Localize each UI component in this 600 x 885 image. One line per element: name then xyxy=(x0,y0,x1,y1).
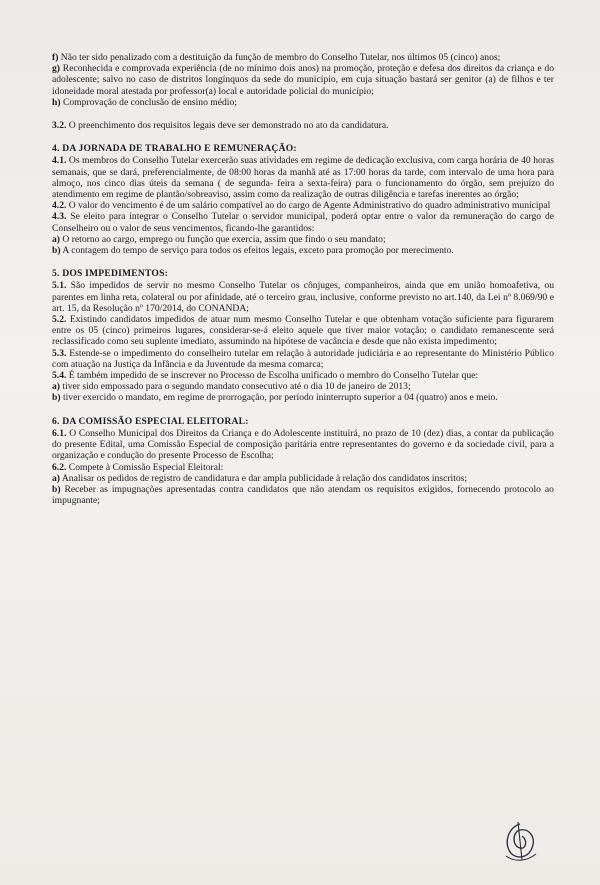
spacer xyxy=(52,108,554,120)
item-marker: 4.3. xyxy=(52,211,67,223)
paragraph-text: Analisar os pedidos de registro de candidatura e dar ampla publicidade à relação dos candidatos inscritos; xyxy=(61,472,468,484)
paragraph xyxy=(52,370,554,381)
item-marker: g) xyxy=(52,63,60,75)
paragraph-text: Não ter sido penalizado com a destituição da função de membro do Conselho Tutelar, nos últimos 05 (cinco) anos; xyxy=(60,52,501,63)
paragraph xyxy=(52,381,554,392)
paragraph-text: O valor do vencimento é de um salário compatível ao do cargo de Agente Administrativo do quadro administrativo municipal xyxy=(68,200,551,212)
paragraph xyxy=(52,63,554,97)
section-heading: 5. DOS IMPEDIMENTOS: xyxy=(52,268,169,280)
section-heading: 6. DA COMISSÃO ESPECIAL ELEITORAL: xyxy=(52,415,249,427)
paragraph xyxy=(52,211,554,233)
item-marker: b) xyxy=(52,483,61,495)
paragraph xyxy=(52,52,554,63)
paragraph xyxy=(52,314,554,348)
item-marker: 4.2. xyxy=(52,200,67,212)
paragraph-text: É também impedido de se inscrever no Processo de Escolha unificado o membro do Conselho Tutelar que: xyxy=(68,370,479,382)
item-marker: 4.1. xyxy=(52,155,67,167)
paragraph xyxy=(52,348,554,370)
item-marker: a) xyxy=(52,381,60,393)
document-body xyxy=(52,52,554,506)
item-marker: 6.2. xyxy=(52,461,67,473)
paragraph-text: São impedidos de servir no mesmo Conselho Tutelar os cônjuges, companheiros, ainda que em união homoafetiva, ou parentes em linha reta, colateral ou por afinidade, até o terceiro grau, inclusive, conforme previsto no art.140, da Lei nº 8.069/90 e art. 15, da Resolução nº 170/2014, do CONANDA; xyxy=(52,280,554,314)
paragraph xyxy=(52,245,554,256)
paragraph xyxy=(52,462,554,473)
paragraph xyxy=(52,473,554,484)
item-marker: a) xyxy=(52,233,60,245)
paragraph xyxy=(52,97,554,108)
item-marker: f) xyxy=(52,52,59,63)
paragraph-text: Se eleito para integrar o Conselho Tutelar o servidor municipal, poderá optar entre o valor da remuneração do cargo de Conselheiro ou o valor de seus vencimentos, ficando-lhe garantidos: xyxy=(52,211,555,234)
item-marker: b) xyxy=(52,245,61,257)
paragraph-text: Compete à Comissão Especial Eleitoral: xyxy=(68,461,224,473)
paragraph-text: tiver sido empossado para o segundo mandato consecutivo até o dia 10 de janeiro de 2013; xyxy=(62,381,411,393)
paragraph-text: O preenchimento dos requisitos legais deve ser demonstrado no ato da candidatura. xyxy=(68,120,389,132)
paragraph-text: Os membros do Conselho Tutelar exercerão suas atividades em regime de dedicação exclusiva, com carga horária de 40 horas semanais, que se dará, preferencialmente, de 08:00 horas da manhã até as 17:00 horas da tarde, com intervalo de uma hora para almoço, nos cinco dias úteis da semana ( de segunda- feira a sexta-feira) para o funcionamento do órgão, sem prejuízo do atendimento em regime de plantão/sobreaviso, assim como da realização de outras diligência e tarefas inerentes ao órgão; xyxy=(52,155,554,201)
item-marker: a) xyxy=(52,472,60,484)
paragraph-text: Estende-se o impedimento do conselheiro tutelar em relação à autoridade judiciária e ao representante do Ministério Público com atuação na Justiça da Infância e da Juventude da mesma comarca; xyxy=(52,347,554,370)
paragraph-text: tiver exercido o mandato, em regime de prorrogação, por período ininterrupto superior a 04 (quatro) anos e meio. xyxy=(62,392,498,404)
paragraph xyxy=(52,392,554,403)
item-marker: h) xyxy=(52,96,61,108)
paragraph-text: Receber as impugnações apresentadas contra candidatos que não atendam os requisitos exigidos, fornecendo protocolo ao impugnante; xyxy=(52,483,554,507)
item-marker: b) xyxy=(52,392,61,404)
spacer xyxy=(52,256,554,268)
paragraph xyxy=(52,280,554,314)
paragraph-text: Reconhecida e comprovada experiência (de no mínimo dois anos) na promoção, proteção e defesa dos direitos da criança e do adolescente; salvo no caso de distritos longínquos da sede do município, em cuja situação bastará ser genitor (a) de filhos e ter idoneidade moral atestada por professor(a) local e autoridade policial do município; xyxy=(52,63,554,97)
spacer xyxy=(52,404,554,416)
section-heading: 4. DA JORNADA DE TRABALHO E REMUNERAÇÃO: xyxy=(52,143,297,155)
item-marker: 5.1. xyxy=(52,280,67,292)
paragraph-text: Comprovação de conclusão de ensino médio; xyxy=(62,96,237,108)
paragraph-text: O retorno ao cargo, emprego ou função que exercia, assim que findo o seu mandato; xyxy=(62,233,386,245)
paragraph xyxy=(52,120,554,131)
item-marker: 5.4. xyxy=(52,370,67,382)
paragraph xyxy=(52,484,554,506)
paragraph xyxy=(52,200,554,211)
paragraph xyxy=(52,155,554,200)
spacer xyxy=(52,131,554,143)
item-marker: 5.3. xyxy=(52,347,67,359)
paragraph xyxy=(52,428,554,462)
signature-initials xyxy=(500,820,540,864)
paragraph xyxy=(52,234,554,245)
item-marker: 6.1. xyxy=(52,427,67,439)
item-marker: 5.2. xyxy=(52,314,67,326)
paragraph-text: O Conselho Municipal dos Direitos da Criança e do Adolescente instituirá, no prazo de 10 (dez) dias, a contar da publicação do presente Edital, uma Comissão Especial de composição paritária entre representantes do governo e da sociedade civil, para a organização e condução do presente Processo de Escolha; xyxy=(52,427,554,462)
paragraph-text: A contagem do tempo de serviço para todos os efeitos legais, exceto para promoção por merecimento. xyxy=(62,245,454,257)
item-marker: 3.2. xyxy=(52,120,67,132)
paragraph-text: Existindo candidatos impedidos de atuar num mesmo Conselho Tutelar e que obtenham votação suficiente para figurarem entre os 05 (cinco) primeiros lugares, considerar-se-á eleito aquele que tiver maior votação; o candidato remanescente será reclassificado como seu suplente imediato, assumindo na hipótese de vacância e desde que não exista impedimento; xyxy=(52,314,554,348)
